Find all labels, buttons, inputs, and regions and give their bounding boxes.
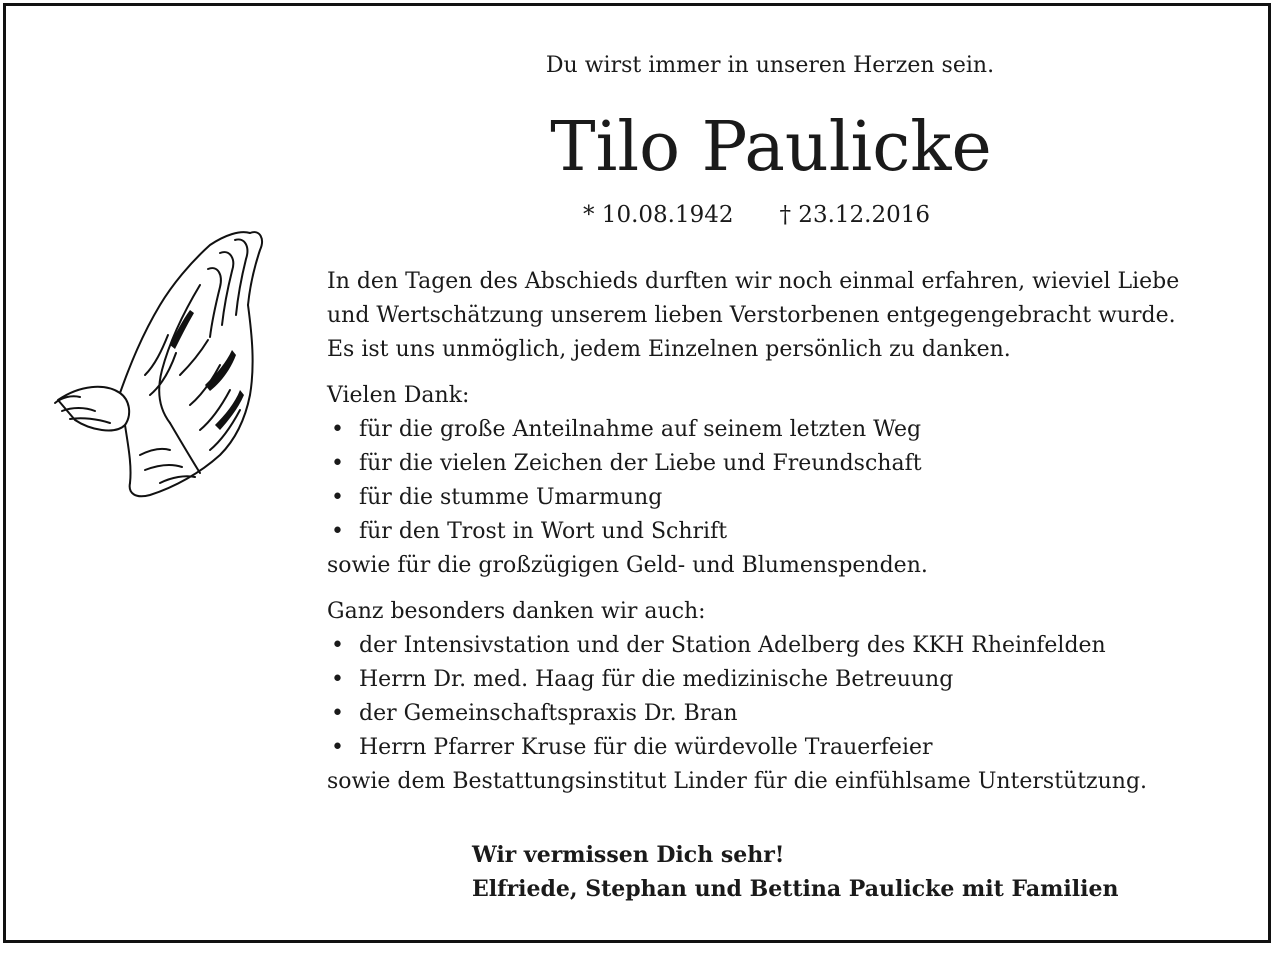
intro-line: In den Tagen des Abschieds durften wir noch einmal erfahren, wieviel Liebe [327,269,1180,294]
notice-body [327,265,1257,799]
thanks-closing: sowie für die großzügigen Geld- und Blumenspenden. [327,553,928,578]
special-thanks-item: • der Gemeinschaftspraxis Dr. Bran [327,697,1257,731]
signoff-line: Wir vermissen Dich sehr! [472,842,785,868]
signoff [472,838,1118,906]
bullet-icon: • [331,485,344,510]
thanks-item: • für die vielen Zeichen der Liebe und Freundschaft [327,447,1257,481]
bullet-icon: • [331,451,344,476]
life-dates [583,202,930,228]
thanks-item: • für die große Anteilnahme auf seinem letzten Weg [327,413,1257,447]
thanks-item: • für die stumme Umarmung [327,481,1257,515]
special-thanks-heading: Ganz besonders danken wir auch: [327,599,706,624]
intro-line: Es ist uns unmöglich, jedem Einzelnen persönlich zu danken. [327,337,1011,362]
thanks-heading: Vielen Dank: [327,383,470,408]
bullet-icon: • [331,667,344,692]
bullet-icon: • [331,417,344,442]
bullet-icon: • [331,519,344,544]
special-thanks-item: • Herrn Dr. med. Haag für die medizinische Betreuung [327,663,1257,697]
praying-hands-icon [50,225,280,505]
motto: Du wirst immer in unseren Herzen sein. [545,53,995,78]
special-thanks-closing: sowie dem Bestattungsinstitut Linder für die einfühlsame Unterstützung. [327,769,1148,794]
bullet-icon: • [331,633,344,658]
intro-line: und Wertschätzung unserem lieben Verstorbenen entgegengebracht wurde. [327,303,1176,328]
special-thanks-item: • der Intensivstation und der Station Adelberg des KKH Rheinfelden [327,629,1257,663]
birth-date: * 10.08.1942 [583,202,734,228]
family-names: Elfriede, Stephan und Bettina Paulicke mit Familien [472,876,1119,902]
special-thanks-item: • Herrn Pfarrer Kruse für die würdevolle Trauerfeier [327,731,1257,765]
bullet-icon: • [331,735,344,760]
deceased-name: Tilo Paulicke [550,108,992,187]
thanks-item: • für den Trost in Wort und Schrift [327,515,1257,549]
bullet-icon: • [331,701,344,726]
death-date: † 23.12.2016 [779,202,930,228]
